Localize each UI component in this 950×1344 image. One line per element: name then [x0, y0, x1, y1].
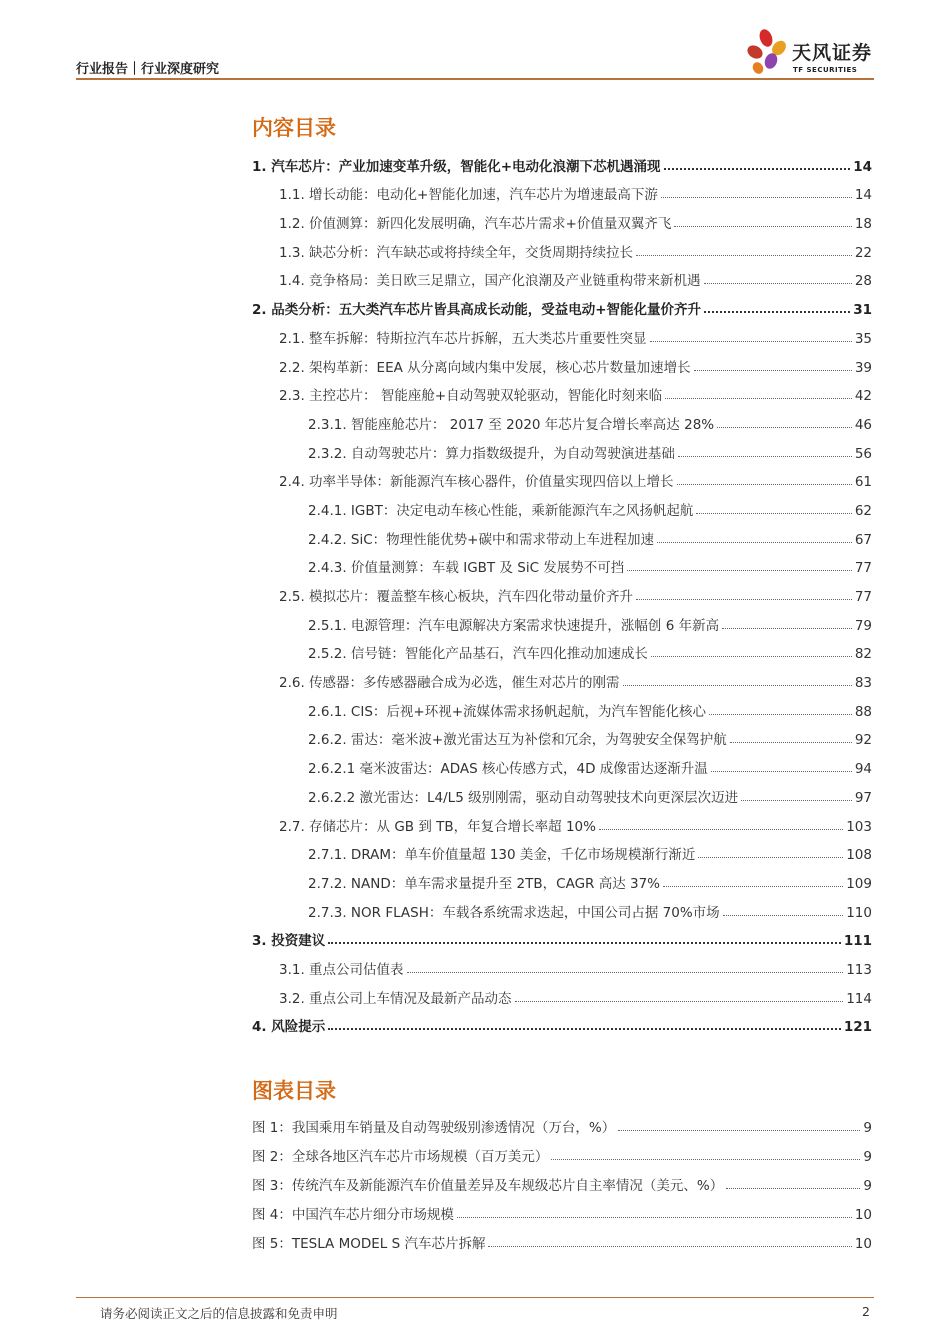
toc-entry-title: 2. 品类分析：五大类汽车芯片皆具高成长动能，受益电动+智能化量价齐升	[252, 302, 702, 319]
toc-entry-page: 97	[854, 789, 872, 806]
toc-entry[interactable]	[252, 576, 872, 605]
dot-leader	[551, 1159, 860, 1160]
toc-entry[interactable]	[252, 232, 872, 261]
toc-entry[interactable]	[252, 863, 872, 892]
dot-leader	[650, 341, 852, 342]
tf-securities-logo	[746, 28, 876, 78]
dot-leader	[698, 857, 843, 858]
toc-entry-title: 2.3. 主控芯片： 智能座舱+自动驾驶双轮驱动，智能化时刻来临	[279, 388, 663, 405]
toc-entry-page: 110	[846, 904, 872, 921]
toc-entry-title: 2.5. 模拟芯片：覆盖整车核心板块，汽车四化带动量价齐升	[279, 589, 634, 605]
table-of-contents	[252, 146, 872, 1035]
toc-entry-title: 2.6.2.1 毫米波雷达：ADAS 核心传感方式，4D 成像雷达逐渐升温	[308, 761, 708, 778]
figure-entry-page: 9	[863, 1178, 872, 1194]
toc-entry-page: 92	[854, 732, 872, 749]
toc-entry-title: 2.6.2. 雷达：毫米波+激光雷达互为补偿和冗余，为驾驶安全保驾护航	[308, 732, 727, 749]
toc-entry-page: 77	[854, 589, 872, 605]
header-rule	[76, 78, 874, 80]
figure-entry-title: 图 1：我国乘用车销量及自动驾驶级别渗透情况（万台，%）	[252, 1120, 616, 1136]
toc-entry[interactable]	[252, 433, 872, 462]
toc-entry-page: 83	[854, 675, 872, 692]
dot-leader	[674, 226, 851, 227]
dot-leader	[623, 685, 852, 686]
toc-entry-title: 2.4.1. IGBT：决定电动车核心性能，乘新能源汽车之风扬帆起航	[308, 502, 694, 519]
toc-entry[interactable]	[252, 720, 872, 749]
toc-entry[interactable]	[252, 978, 872, 1007]
toc-entry-page: 88	[854, 703, 872, 720]
toc-entry-page: 42	[854, 388, 872, 405]
dot-leader	[664, 168, 851, 170]
dot-leader	[677, 484, 852, 485]
toc-entry-title: 2.6. 传感器：多传感器融合成为必选，催生对芯片的刚需	[279, 675, 620, 692]
figure-entry-page: 9	[863, 1149, 872, 1165]
toc-entry-page: 103	[846, 818, 872, 835]
toc-entry-page: 79	[854, 617, 872, 634]
dot-leader	[457, 1217, 852, 1218]
toc-entry-title: 1.3. 缺芯分析：汽车缺芯或将持续全年，交货周期持续拉长	[279, 244, 634, 261]
toc-entry-title: 3. 投资建议	[252, 933, 326, 950]
dot-leader	[678, 456, 852, 457]
toc-entry-title: 2.7.3. NOR FLASH：车载各系统需求迭起，中国公司占据 70%市场	[308, 904, 720, 921]
toc-entry-page: 113	[846, 961, 872, 978]
dot-leader	[515, 1001, 844, 1002]
toc-entry-page: 31	[853, 302, 872, 319]
dot-leader	[328, 1028, 841, 1030]
toc-entry-title: 2.3.1. 智能座舱芯片： 2017 至 2020 年芯片复合增长率高达 28%	[308, 416, 715, 433]
toc-entry[interactable]	[252, 1007, 872, 1036]
dot-leader	[407, 972, 844, 973]
toc-entry[interactable]	[252, 748, 872, 777]
report-category: 行业报告｜行业深度研究	[76, 62, 220, 77]
toc-entry-title: 2.5.2. 信号链：智能化产品基石，汽车四化推动加速成长	[308, 646, 648, 663]
toc-entry-page: 56	[854, 445, 872, 462]
toc-entry[interactable]	[252, 462, 872, 491]
toc-entry[interactable]	[252, 203, 872, 232]
toc-entry-title: 2.3.2. 自动驾驶芯片：算力指数级提升，为自动驾驶演进基础	[308, 445, 675, 462]
dot-leader	[328, 942, 841, 944]
dot-leader	[717, 427, 852, 428]
toc-entry[interactable]	[252, 777, 872, 806]
dot-leader	[618, 1130, 860, 1131]
toc-entry[interactable]	[252, 519, 872, 548]
figure-entry-page: 9	[863, 1120, 872, 1136]
toc-entry-title: 2.7.1. DRAM：单车价值量超 130 美金，千亿市场规模渐行渐近	[308, 847, 696, 864]
toc-entry-page: 18	[854, 216, 872, 233]
dot-leader	[709, 714, 852, 715]
toc-entry[interactable]	[252, 347, 872, 376]
dot-leader	[663, 886, 843, 887]
dot-leader	[661, 197, 852, 198]
toc-entry-page: 77	[854, 560, 872, 577]
dot-leader	[665, 398, 852, 399]
footer-rule	[76, 1297, 874, 1298]
dot-leader	[627, 570, 852, 571]
toc-entry[interactable]	[252, 548, 872, 577]
toc-entry-page: 67	[854, 531, 872, 548]
toc-entry-page: 22	[854, 244, 872, 261]
figure-entry-page: 10	[854, 1236, 872, 1252]
toc-entry[interactable]	[252, 175, 872, 204]
dot-leader	[636, 255, 852, 256]
toc-entry[interactable]	[252, 490, 872, 519]
dot-leader	[599, 829, 843, 830]
dot-leader	[657, 542, 852, 543]
toc-entry-title: 1.4. 竞争格局：美日欧三足鼎立，国产化浪潮及产业链重构带来新机遇	[279, 273, 701, 290]
toc-entry-page: 114	[846, 990, 872, 1007]
toc-entry[interactable]	[252, 806, 872, 835]
figure-entry[interactable]	[252, 1165, 872, 1194]
footer-disclaimer: 请务必阅读正文之后的信息披露和免责申明	[100, 1306, 338, 1321]
toc-entry-title: 1. 汽车芯片：产业加速变革升级，智能化+电动化浪潮下芯机遇涌现	[252, 158, 661, 175]
toc-entry-page: 14	[853, 158, 872, 175]
dot-leader	[704, 311, 850, 313]
figure-list	[252, 1107, 872, 1252]
dot-leader	[730, 742, 852, 743]
toc-entry-title: 2.2. 架构革新：EEA 从分离向域内集中发展，核心芯片数量加速增长	[279, 359, 691, 376]
toc-entry[interactable]	[252, 662, 872, 691]
toc-entry[interactable]	[252, 289, 872, 318]
figure-list-title: 图表目录	[252, 1079, 336, 1103]
toc-entry[interactable]	[252, 634, 872, 663]
toc-entry[interactable]	[252, 605, 872, 634]
toc-entry-title: 2.4.2. SiC：物理性能优势+碳中和需求带动上车进程加速	[308, 531, 654, 548]
figure-entry[interactable]	[252, 1223, 872, 1252]
dot-leader	[741, 800, 852, 801]
toc-entry-title: 2.4. 功率半导体：新能源汽车核心器件，价值量实现四倍以上增长	[279, 474, 674, 491]
toc-entry-title: 2.1. 整车拆解：特斯拉汽车芯片拆解，五大类芯片重要性突显	[279, 330, 647, 347]
toc-entry-page: 111	[843, 933, 872, 950]
toc-entry-title: 2.7.2. NAND：单车需求量提升至 2TB，CAGR 高达 37%	[308, 875, 661, 892]
toc-entry-title: 1.2. 价值测算：新四化发展明确，汽车芯片需求+价值量双翼齐飞	[279, 216, 672, 233]
dot-leader	[651, 656, 852, 657]
logo-name-cn: 天风证券	[792, 42, 873, 64]
figure-entry[interactable]	[252, 1194, 872, 1223]
dot-leader	[488, 1246, 851, 1247]
toc-entry[interactable]	[252, 376, 872, 405]
toc-entry-page: 109	[846, 875, 872, 892]
toc-entry-title: 2.7. 存储芯片：从 GB 到 TB，年复合增长率超 10%	[279, 818, 596, 835]
toc-entry[interactable]	[252, 892, 872, 921]
toc-entry-page: 82	[854, 646, 872, 663]
toc-entry-title: 2.6.2.2 激光雷达：L4/L5 级别刚需，驱动自动驾驶技术向更深层次迈进	[308, 789, 739, 806]
dot-leader	[694, 370, 852, 371]
toc-entry[interactable]	[252, 318, 872, 347]
toc-entry-page: 61	[854, 474, 872, 491]
toc-entry[interactable]	[252, 261, 872, 290]
toc-entry-title: 3.2. 重点公司上车情况及最新产品动态	[279, 990, 512, 1007]
figure-entry-title: 图 5：TESLA MODEL S 汽车芯片拆解	[252, 1236, 486, 1252]
toc-entry-title: 2.5.1. 电源管理：汽车电源解决方案需求快速提升，涨幅创 6 年新高	[308, 617, 720, 634]
figure-entry[interactable]	[252, 1107, 872, 1136]
figure-entry-title: 图 4：中国汽车芯片细分市场规模	[252, 1207, 454, 1223]
dot-leader	[723, 915, 844, 916]
toc-entry-page: 35	[854, 330, 872, 347]
toc-entry-page: 39	[854, 359, 872, 376]
toc-entry-page: 62	[854, 502, 872, 519]
toc-entry-page: 121	[843, 1019, 872, 1036]
toc-entry[interactable]	[252, 691, 872, 720]
toc-entry-page: 108	[846, 847, 872, 864]
toc-entry-title: 3.1. 重点公司估值表	[279, 961, 404, 978]
logo-name-en: TF SECURITIES	[793, 66, 858, 74]
dot-leader	[722, 628, 852, 629]
toc-entry[interactable]	[252, 404, 872, 433]
toc-entry-title: 1.1. 增长动能：电动化+智能化加速，汽车芯片为增速最高下游	[279, 187, 658, 204]
dot-leader	[636, 599, 852, 600]
toc-entry[interactable]	[252, 146, 872, 175]
figure-entry-title: 图 2：全球各地区汽车芯片市场规模（百万美元）	[252, 1149, 549, 1165]
toc-entry-page: 46	[854, 416, 872, 433]
toc-entry-page: 28	[854, 273, 872, 290]
toc-entry[interactable]	[252, 921, 872, 950]
toc-entry-title: 2.6.1. CIS：后视+环视+流媒体需求扬帆起航，为汽车智能化核心	[308, 703, 707, 720]
flower-logo-icon	[746, 28, 790, 76]
dot-leader	[711, 771, 852, 772]
toc-entry-title: 2.4.3. 价值量测算：车载 IGBT 及 SiC 发展势不可挡	[308, 560, 625, 577]
figure-entry[interactable]	[252, 1136, 872, 1165]
toc-entry[interactable]	[252, 949, 872, 978]
toc-entry-page: 94	[854, 761, 872, 778]
toc-entry-title: 4. 风险提示	[252, 1019, 326, 1036]
page-number: 2	[862, 1304, 870, 1319]
dot-leader	[726, 1188, 860, 1189]
toc-title: 内容目录	[252, 116, 336, 140]
figure-entry-title: 图 3：传统汽车及新能源汽车价值量差异及车规级芯片自主率情况（美元、%）	[252, 1178, 724, 1194]
figure-entry-page: 10	[854, 1207, 872, 1223]
toc-entry-page: 14	[854, 187, 872, 204]
dot-leader	[704, 283, 852, 284]
toc-entry[interactable]	[252, 835, 872, 864]
dot-leader	[696, 513, 851, 514]
